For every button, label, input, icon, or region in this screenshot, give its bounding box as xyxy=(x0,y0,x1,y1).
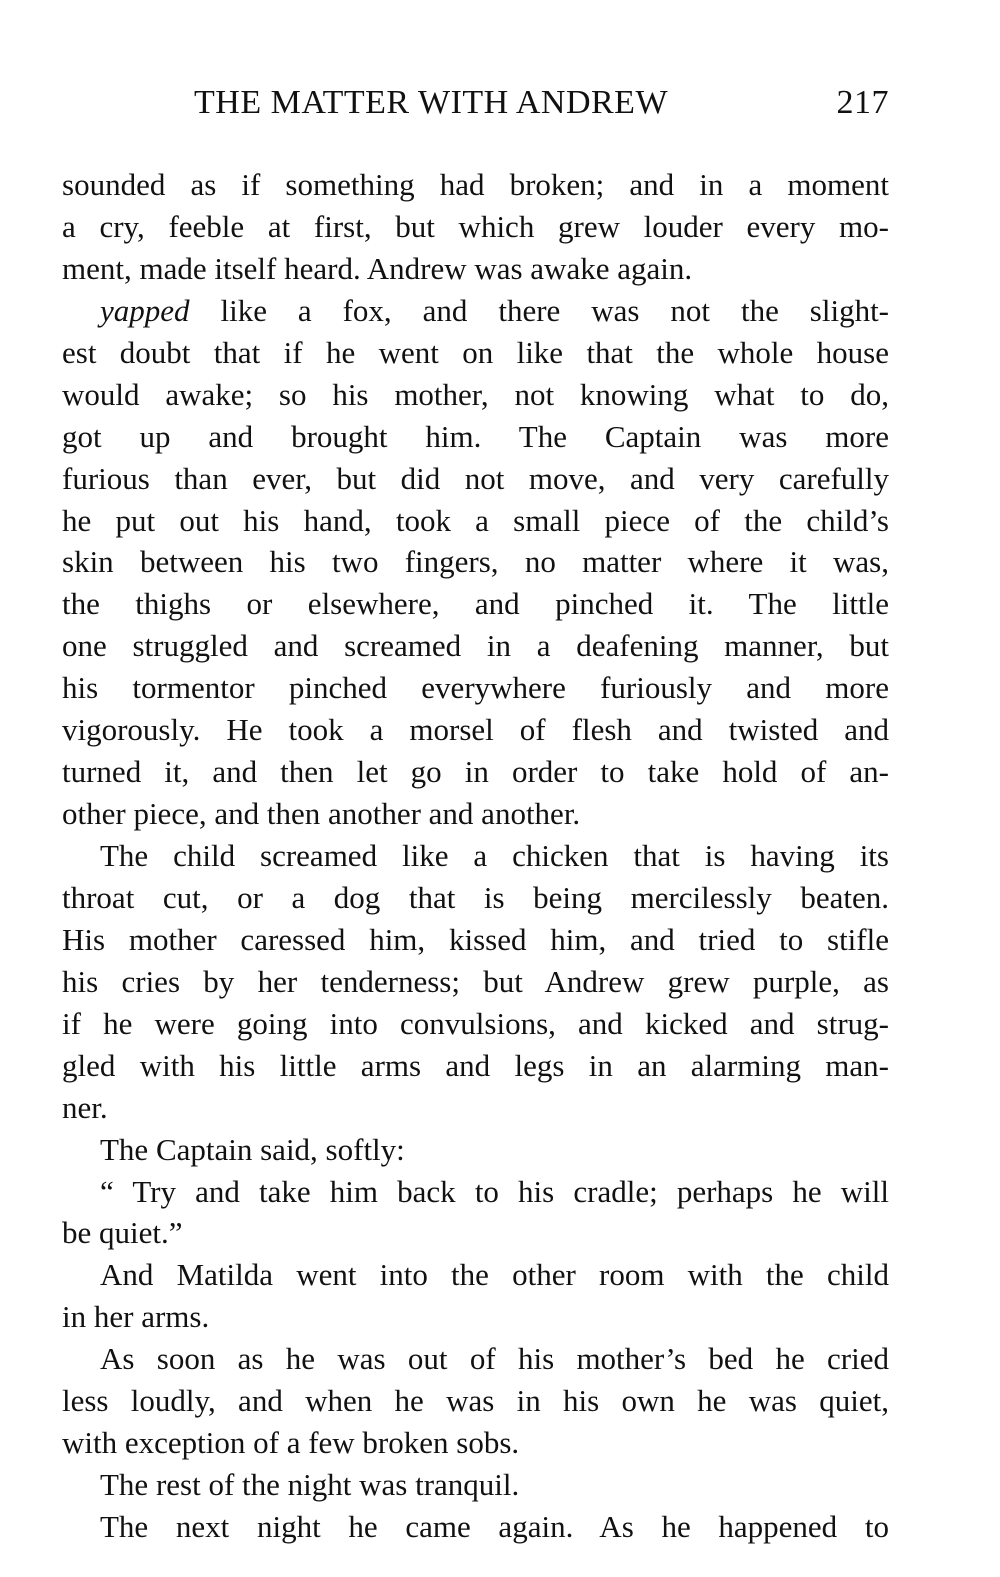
page-number: 217 xyxy=(836,84,889,121)
text-line: gled with his little arms and legs in an alarming man- xyxy=(62,1047,889,1083)
text-line: he put out his hand, took a small piece of the child’s xyxy=(62,502,889,538)
text-line: turned it, and then let go in order to take hold of an- xyxy=(62,754,889,790)
text-line: a cry, feeble at first, but which grew louder every mo- xyxy=(62,208,889,244)
text-line: And Matilda went into the other room with the child xyxy=(100,1257,889,1293)
text-line xyxy=(62,290,889,332)
text-line: The child screamed like a chicken that is having its xyxy=(100,838,889,873)
text-line: ner. xyxy=(62,1089,108,1125)
text-line: would awake; so his mother, not knowing what to do, xyxy=(62,376,889,412)
italic-word: yapped xyxy=(100,292,190,328)
text-line: his cries by her tenderness; but Andrew grew purple, as xyxy=(62,963,889,999)
text-line: if he were going into convulsions, and kicked and strug- xyxy=(62,1005,889,1041)
text-line: “ Try and take him back to his cradle; perhaps he will xyxy=(100,1173,889,1209)
text-line: one struggled and screamed in a deafening manner, but xyxy=(62,628,889,664)
text-line: be quiet.” xyxy=(62,1215,183,1251)
text-line: skin between his two fingers, no matter where it was, xyxy=(62,544,889,580)
running-head xyxy=(62,84,889,130)
text-line: the thighs or elsewhere, and pinched it. The little xyxy=(62,586,889,622)
text-line: sounded as if something had broken; and in a moment xyxy=(62,167,889,202)
text-line: less loudly, and when he was in his own he was quiet, xyxy=(62,1383,889,1419)
text-line: throat cut, or a dog that is being mercilessly beaten. xyxy=(62,879,889,915)
text-line: furious than ever, but did not move, and very carefully xyxy=(62,460,889,496)
text-line: with exception of a few broken sobs. xyxy=(62,1425,520,1461)
text-line: The Captain said, softly: xyxy=(100,1131,405,1167)
text-fragment: like a fox, and there was not the slight- xyxy=(189,292,889,328)
text-line: His mother caressed him, kissed him, and tried to stifle xyxy=(62,921,889,957)
text-line: in her arms. xyxy=(62,1299,210,1335)
running-title: THE MATTER WITH ANDREW xyxy=(194,84,669,121)
text-line: his tormentor pinched everywhere furiously and more xyxy=(62,670,889,706)
text-line: As soon as he was out of his mother’s bed he cried xyxy=(100,1341,889,1377)
text-line: The next night he came again. As he happened to xyxy=(100,1509,889,1544)
text-line: ment, made itself heard. Andrew was awake again. xyxy=(62,250,693,286)
text-line: vigorously. He took a morsel of flesh and twisted and xyxy=(62,712,889,748)
text-line: The rest of the night was tranquil. xyxy=(100,1467,520,1503)
text-line: est doubt that if he went on like that the whole house xyxy=(62,334,889,370)
text-line: other piece, and then another and another. xyxy=(62,796,581,832)
text-line: got up and brought him. The Captain was more xyxy=(62,418,889,454)
body-text xyxy=(62,164,889,1548)
